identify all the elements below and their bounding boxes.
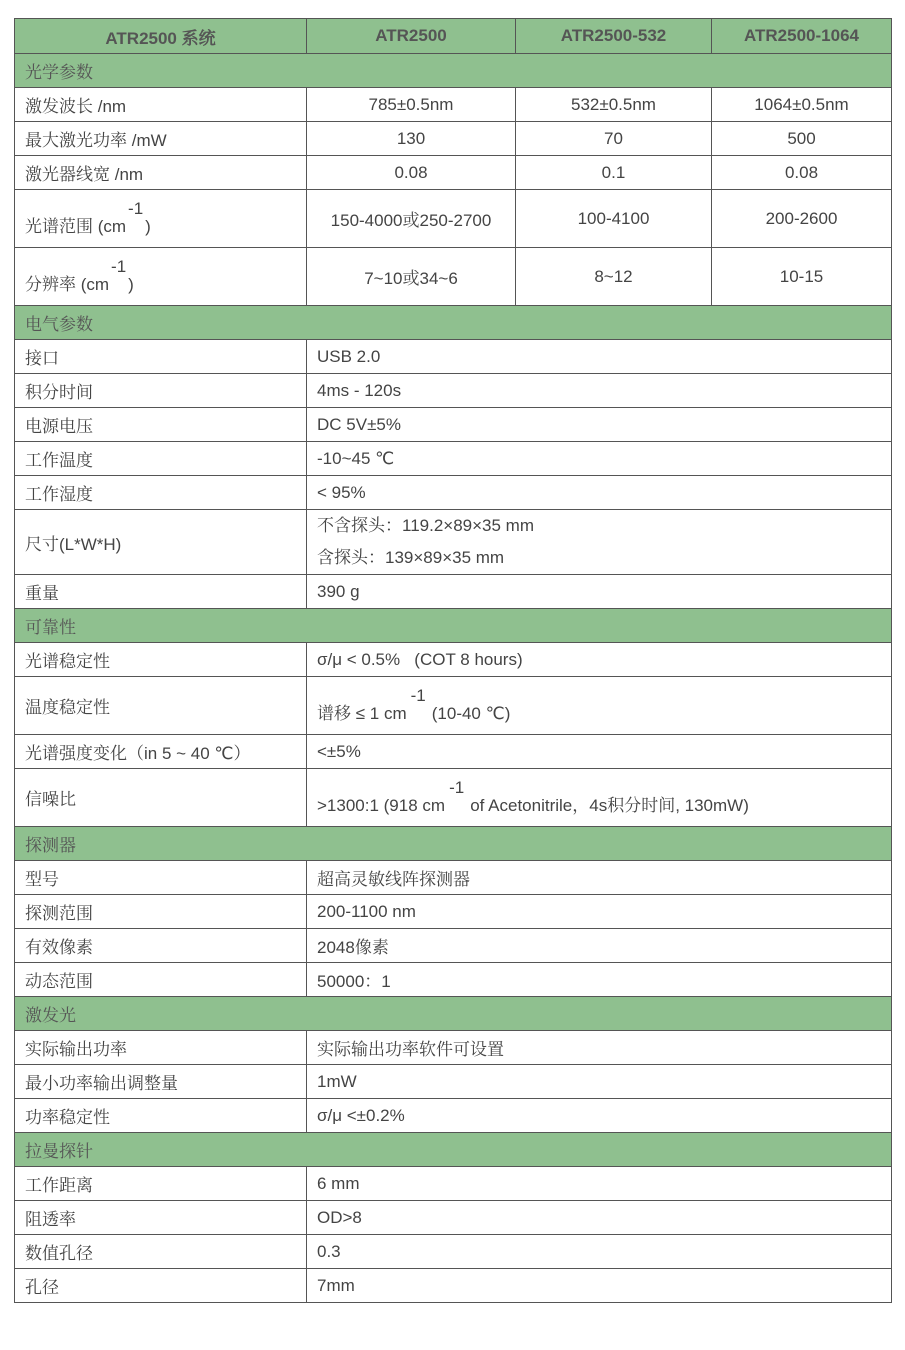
size-line: 不含探头：119.2×89×35 mm	[317, 516, 534, 535]
label-text: )	[145, 217, 151, 236]
table-row	[15, 122, 892, 156]
row-label: 功率稳定性	[15, 1099, 307, 1133]
row-label: 温度稳定性	[15, 677, 307, 735]
row-value: < 95%	[307, 476, 892, 510]
section-reliability	[15, 609, 892, 643]
table-row	[15, 677, 892, 735]
row-label	[15, 248, 307, 306]
row-label: 有效像素	[15, 929, 307, 963]
section-title: 激发光	[15, 997, 892, 1031]
table-row	[15, 1031, 892, 1065]
row-label: 尺寸(L*W*H)	[15, 510, 307, 575]
superscript: -1	[449, 778, 465, 797]
value-text: 谱移 ≤ 1 cm	[317, 704, 407, 723]
row-label: 最小功率输出调整量	[15, 1065, 307, 1099]
row-value: 0.3	[307, 1235, 892, 1269]
table-row	[15, 1099, 892, 1133]
table-header-row	[15, 19, 892, 54]
table-row	[15, 408, 892, 442]
row-label: 最大激光功率 /mW	[15, 122, 307, 156]
section-title: 电气参数	[15, 306, 892, 340]
row-value: 200-1100 nm	[307, 895, 892, 929]
row-value: 50000：1	[307, 963, 892, 997]
row-value: -10~45 ℃	[307, 442, 892, 476]
superscript: -1	[410, 686, 426, 705]
table-row	[15, 374, 892, 408]
size-line: 含探头：139×89×35 mm	[317, 548, 505, 567]
row-value: 70	[516, 122, 712, 156]
section-laser	[15, 997, 892, 1031]
row-label: 光谱强度变化（in 5 ~ 40 ℃）	[15, 735, 307, 769]
row-value	[307, 769, 892, 827]
header-cell: ATR2500 系统	[15, 19, 307, 54]
row-value: 4ms - 120s	[307, 374, 892, 408]
table-row	[15, 1065, 892, 1099]
row-value: 150-4000或250-2700	[307, 190, 516, 248]
row-value: 0.08	[712, 156, 892, 190]
row-value: 785±0.5nm	[307, 88, 516, 122]
table-row	[15, 190, 892, 248]
table-row	[15, 735, 892, 769]
row-label: 接口	[15, 340, 307, 374]
row-label: 光谱稳定性	[15, 643, 307, 677]
row-label: 激光器线宽 /nm	[15, 156, 307, 190]
label-text: 光谱范围 (cm	[25, 217, 127, 236]
row-value: 2048像素	[307, 929, 892, 963]
row-value: σ/μ <±0.2%	[307, 1099, 892, 1133]
header-cell: ATR2500	[307, 19, 516, 54]
row-label: 工作温度	[15, 442, 307, 476]
table-row	[15, 340, 892, 374]
row-value: USB 2.0	[307, 340, 892, 374]
value-text: >1300:1 (918 cm	[317, 796, 446, 815]
row-label: 动态范围	[15, 963, 307, 997]
section-title: 光学参数	[15, 54, 892, 88]
section-title: 探测器	[15, 827, 892, 861]
section-title: 拉曼探针	[15, 1133, 892, 1167]
table-row	[15, 643, 892, 677]
row-value: 超高灵敏线阵探测器	[307, 861, 892, 895]
table-row	[15, 156, 892, 190]
row-label	[15, 190, 307, 248]
row-label: 积分时间	[15, 374, 307, 408]
table-row	[15, 575, 892, 609]
row-label: 信噪比	[15, 769, 307, 827]
row-value: 7~10或34~6	[307, 248, 516, 306]
row-label: 重量	[15, 575, 307, 609]
superscript: -1	[111, 257, 127, 276]
table-row	[15, 1235, 892, 1269]
table-row	[15, 769, 892, 827]
row-value	[307, 677, 892, 735]
row-value: 7mm	[307, 1269, 892, 1303]
label-text: 分辨率 (cm	[25, 275, 110, 294]
row-value: 1mW	[307, 1065, 892, 1099]
row-value: <±5%	[307, 735, 892, 769]
row-label: 实际输出功率	[15, 1031, 307, 1065]
row-value: 390 g	[307, 575, 892, 609]
superscript: -1	[128, 199, 144, 218]
row-label: 型号	[15, 861, 307, 895]
table-row	[15, 88, 892, 122]
section-optical	[15, 54, 892, 88]
row-value: 0.1	[516, 156, 712, 190]
header-cell: ATR2500-532	[516, 19, 712, 54]
section-detector	[15, 827, 892, 861]
row-value: 200-2600	[712, 190, 892, 248]
label-text: )	[128, 275, 134, 294]
table-row	[15, 963, 892, 997]
row-value: 500	[712, 122, 892, 156]
table-row	[15, 1201, 892, 1235]
row-value	[307, 510, 892, 575]
row-value: σ/μ < 0.5% (COT 8 hours)	[307, 643, 892, 677]
value-text: (10-40 ℃)	[431, 704, 511, 723]
table-row	[15, 861, 892, 895]
table-row	[15, 442, 892, 476]
row-value: OD>8	[307, 1201, 892, 1235]
row-value: 1064±0.5nm	[712, 88, 892, 122]
table-row	[15, 476, 892, 510]
table-row	[15, 1269, 892, 1303]
row-label: 工作湿度	[15, 476, 307, 510]
row-value: 532±0.5nm	[516, 88, 712, 122]
section-title: 可靠性	[15, 609, 892, 643]
table-row	[15, 248, 892, 306]
row-label: 激发波长 /nm	[15, 88, 307, 122]
row-value: 8~12	[516, 248, 712, 306]
header-cell: ATR2500-1064	[712, 19, 892, 54]
row-label: 电源电压	[15, 408, 307, 442]
row-label: 阻透率	[15, 1201, 307, 1235]
row-label: 工作距离	[15, 1167, 307, 1201]
row-value: 130	[307, 122, 516, 156]
section-probe	[15, 1133, 892, 1167]
table-row	[15, 929, 892, 963]
row-value: 6 mm	[307, 1167, 892, 1201]
row-label: 探测范围	[15, 895, 307, 929]
row-value: 10-15	[712, 248, 892, 306]
table-row	[15, 1167, 892, 1201]
row-value: 0.08	[307, 156, 516, 190]
row-label: 孔径	[15, 1269, 307, 1303]
spec-table	[14, 18, 892, 1303]
table-row	[15, 510, 892, 575]
row-value: 实际输出功率软件可设置	[307, 1031, 892, 1065]
row-value: DC 5V±5%	[307, 408, 892, 442]
row-value: 100-4100	[516, 190, 712, 248]
row-label: 数值孔径	[15, 1235, 307, 1269]
value-text: of Acetonitrile，4s积分时间, 130mW)	[470, 796, 749, 815]
section-electrical	[15, 306, 892, 340]
table-row	[15, 895, 892, 929]
